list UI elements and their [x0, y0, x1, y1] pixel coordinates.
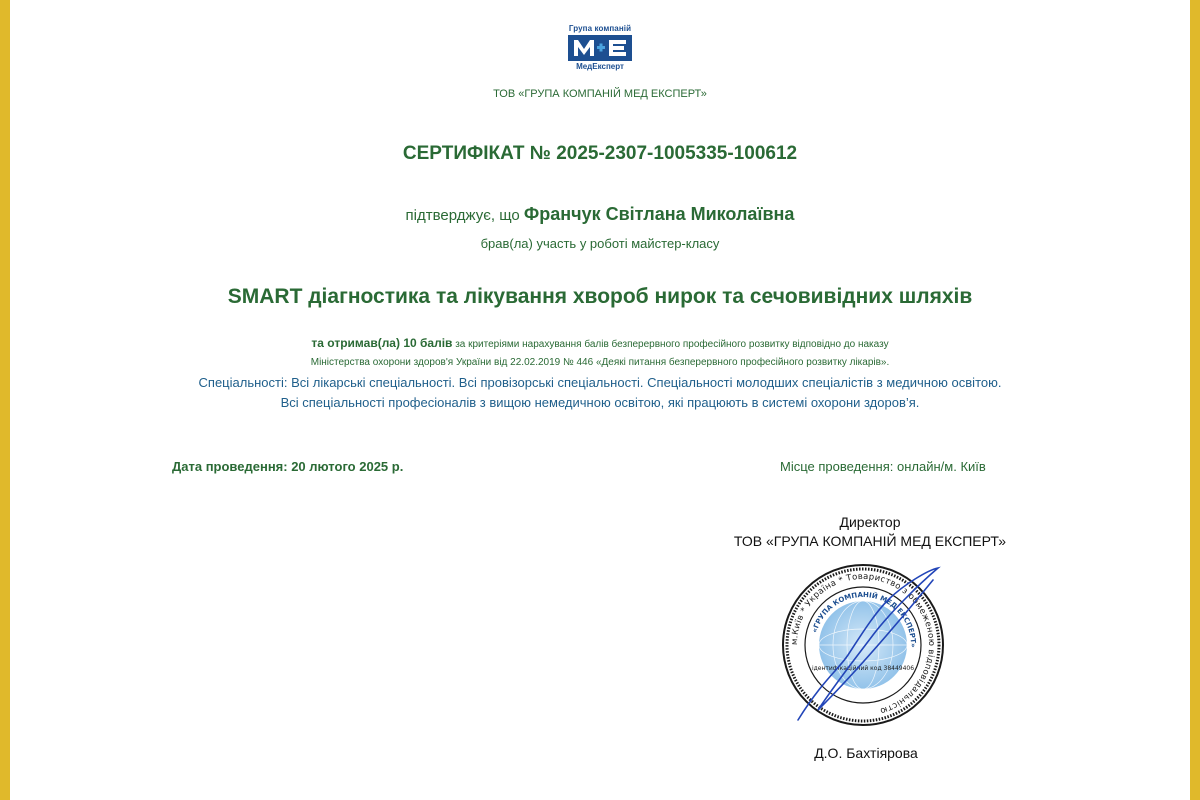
company-seal-icon [778, 560, 948, 730]
seal-center-text: «ГРУПА КОМПАНІЙ МЕД ЕКСПЕРТ» [810, 590, 918, 648]
participant-name: Франчук Світлана Миколаївна [523, 204, 795, 224]
medexpert-logo-icon [568, 35, 632, 61]
ministry-order: Міністерства охорони здоров'я України від 22.02.2019 № 446 «Деякі питання безперервного професійного розвитку лікарів». [310, 357, 890, 368]
specialties-line-1: Спеціальності: Всі лікарські спеціальності. Всі провізорські спеціальності. Спеціальності молодших спеціалістів з медичною освітою. [198, 375, 1002, 390]
course-title: SMART діагностика та лікування хвороб нирок та сечовивідних шляхів [227, 285, 973, 308]
company-logo [560, 24, 640, 71]
seal-outer-text: м.Київ * Україна * Товариство з обмеженою відповідальністю [789, 571, 937, 716]
event-date: Дата проведення: 20 лютого 2025 р. [172, 459, 404, 474]
certificate-title: СЕРТИФІКАТ № 2025-2307-1005335-100612 [402, 143, 798, 164]
participation-text: брав(ла) участь у роботі майстер-класу [480, 236, 720, 251]
specialties-line-2: Всі спеціальності професіоналів з вищою немедичною освітою, які працюють в системі охорони здоров’я. [280, 395, 920, 410]
logo-bottom-text: МедЕксперт [576, 62, 624, 71]
confirmation-line [0, 204, 1200, 225]
points-strong: та отримав(ла) 10 балів [311, 336, 453, 350]
event-place: Місце проведення: онлайн/м. Київ [780, 459, 986, 474]
confirms-prefix: підтверджує, що [405, 207, 524, 224]
company-name: ТОВ «ГРУПА КОМПАНІЙ МЕД ЕКСПЕРТ» [493, 88, 707, 100]
seal-code: ідентифікаційний код 38449406 [811, 665, 915, 672]
points-rest: за критеріями нарахування балів безперервного професійного розвитку відповідно до наказу [452, 339, 889, 350]
director-title: Директор [839, 514, 901, 530]
director-company: ТОВ «ГРУПА КОМПАНІЙ МЕД ЕКСПЕРТ» [733, 533, 1007, 549]
signer-name: Д.О. Бахтіярова [814, 745, 918, 761]
points-line [0, 336, 1200, 350]
logo-top-text: Група компаній [568, 24, 632, 33]
